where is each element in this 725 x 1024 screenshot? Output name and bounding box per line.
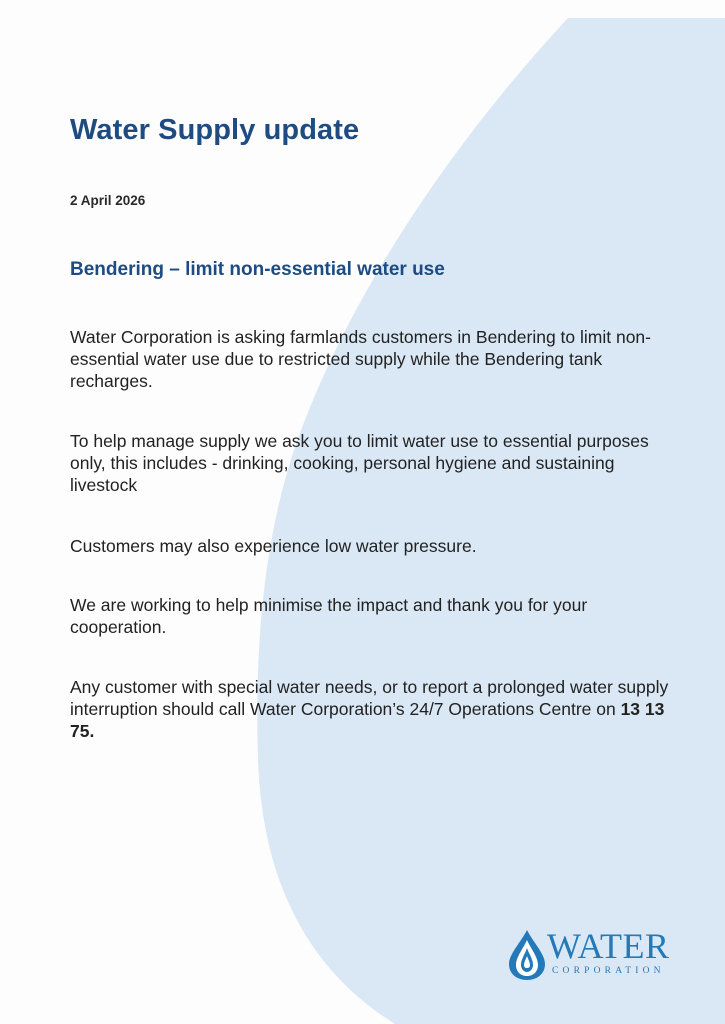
- paragraph-low-pressure: Customers may also experience low water pressure.: [70, 536, 477, 556]
- logo-subtext: CORPORATION: [552, 966, 665, 976]
- contact-text: Any customer with special water needs, or to report a prolonged water supply interruption should call Water Corporation’s 24/7 Operations Centre on: [70, 677, 669, 719]
- operations-phone-number: 13 13 75.: [70, 699, 665, 741]
- notice-subtitle: Bendering – limit non-essential water use: [70, 259, 445, 280]
- paragraph-thanks: We are working to help minimise the impact and thank you for your cooperation.: [70, 595, 588, 637]
- paragraph-request: Water Corporation is asking farmlands customers in Bendering to limit non-essential water use due to restricted supply while the Bendering tank recharges.: [70, 327, 651, 391]
- page-title: Water Supply update: [70, 114, 360, 146]
- paragraph-essential-use: To help manage supply we ask you to limit water use to essential purposes only, this includes - drinking, cooking, personal hygiene and sustaining livestock: [70, 431, 649, 495]
- water-corporation-logo: [505, 926, 675, 984]
- water-drop-icon: [505, 928, 549, 982]
- document-date: 2 April 2026: [70, 193, 146, 208]
- paragraph-contact: [70, 676, 680, 742]
- logo-wordmark: WATER: [547, 926, 670, 966]
